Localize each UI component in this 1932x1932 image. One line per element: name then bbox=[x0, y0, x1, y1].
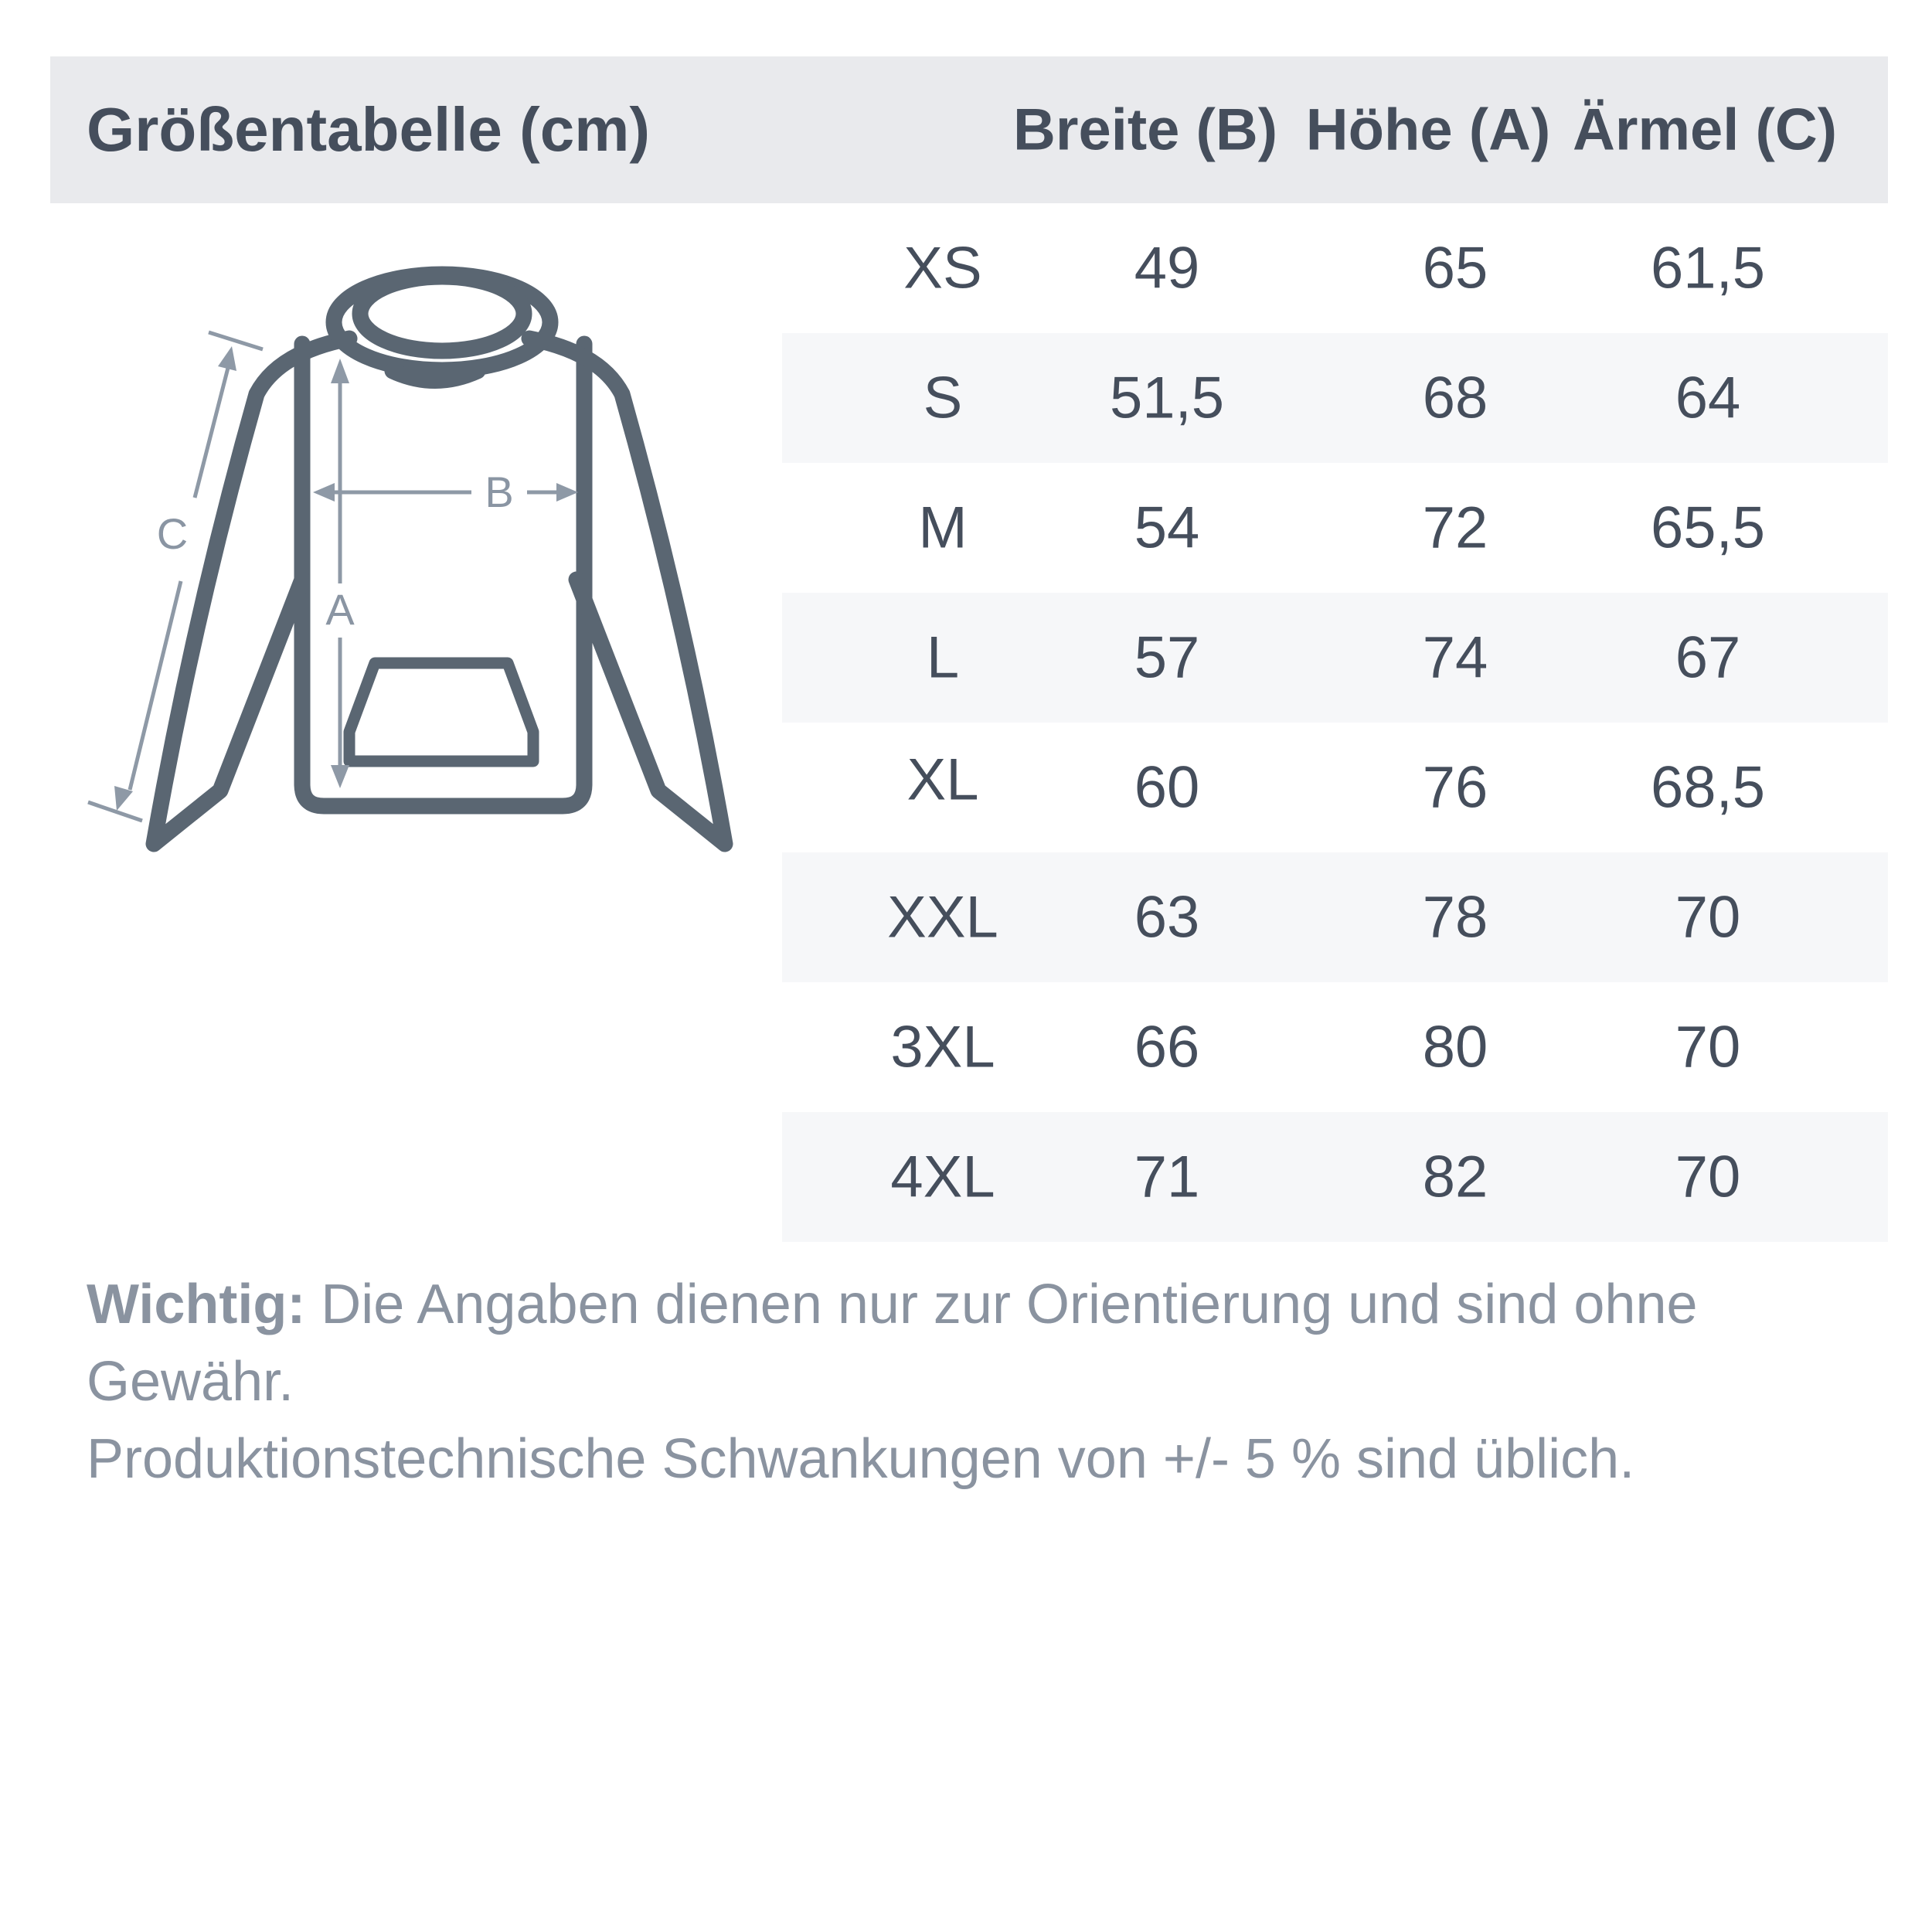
aermel-cell: 64 bbox=[1675, 365, 1741, 431]
dimension-c-arrow-up bbox=[218, 346, 236, 371]
hoehe-cell: 65 bbox=[1422, 235, 1488, 301]
left-sleeve-outline bbox=[154, 338, 349, 844]
dimension-a-arrow-up bbox=[331, 359, 349, 383]
aermel-cell: 68,5 bbox=[1651, 754, 1765, 821]
disclaimer-line-2: Produktionstechnische Schwankungen von +/- 5 % sind üblich. bbox=[87, 1428, 1635, 1490]
dimension-label-a: A bbox=[325, 585, 355, 634]
dimension-b-arrow-right bbox=[556, 483, 578, 502]
aermel-cell: 67 bbox=[1675, 624, 1741, 691]
table-row bbox=[782, 852, 1888, 982]
table-row bbox=[782, 203, 1888, 333]
column-header-hoehe: Höhe (A) bbox=[1305, 97, 1551, 163]
dimension-label-c: C bbox=[156, 509, 189, 558]
size-cell: XXL bbox=[887, 884, 998, 951]
hoehe-cell: 82 bbox=[1422, 1144, 1488, 1210]
breite-cell: 54 bbox=[1134, 495, 1200, 561]
table-row bbox=[782, 593, 1888, 723]
breite-cell: 57 bbox=[1134, 624, 1200, 691]
table-header bbox=[50, 56, 1888, 203]
hoehe-cell: 74 bbox=[1422, 624, 1488, 691]
size-cell: XL bbox=[906, 747, 979, 813]
hoehe-cell: 78 bbox=[1422, 884, 1488, 951]
hoehe-cell: 76 bbox=[1422, 754, 1488, 821]
dimension-b-arrow-left bbox=[313, 483, 335, 502]
aermel-cell: 70 bbox=[1675, 884, 1741, 951]
disclaimer-note bbox=[87, 1266, 1879, 1498]
column-header-breite: Breite (B) bbox=[1012, 97, 1278, 163]
size-cell: L bbox=[926, 624, 960, 691]
breite-cell: 49 bbox=[1134, 235, 1200, 301]
hoehe-cell: 72 bbox=[1422, 495, 1488, 561]
dimension-a-arrow-down bbox=[331, 765, 349, 788]
disclaimer-line-1 bbox=[87, 1266, 1879, 1420]
table-row bbox=[782, 723, 1888, 852]
disclaimer-emphasis: Wichtig: bbox=[87, 1274, 306, 1335]
table-row bbox=[782, 463, 1888, 593]
aermel-cell: 61,5 bbox=[1651, 235, 1765, 301]
dimension-c-line-upper bbox=[195, 368, 228, 498]
table-row bbox=[782, 333, 1888, 463]
size-cell: 4XL bbox=[890, 1144, 995, 1210]
breite-cell: 51,5 bbox=[1110, 365, 1224, 431]
right-sleeve-outline bbox=[529, 338, 725, 844]
breite-cell: 71 bbox=[1134, 1144, 1200, 1210]
dimension-label-b: B bbox=[485, 468, 514, 516]
aermel-cell: 70 bbox=[1675, 1144, 1741, 1210]
hoodie-measurement-diagram bbox=[62, 216, 796, 873]
aermel-cell: 65,5 bbox=[1651, 495, 1765, 561]
hood-inner-ring bbox=[360, 277, 524, 351]
column-header-aermel: Ärmel (C) bbox=[1572, 97, 1838, 163]
table-row bbox=[782, 982, 1888, 1112]
breite-cell: 60 bbox=[1134, 754, 1200, 821]
size-cell: XS bbox=[903, 235, 982, 301]
page-title: Größentabelle (cm) bbox=[87, 95, 651, 164]
dimension-c-end-tick-top bbox=[209, 332, 263, 349]
aermel-cell: 70 bbox=[1675, 1014, 1741, 1080]
dimension-c-end-tick-bottom bbox=[88, 802, 142, 821]
hoehe-cell: 80 bbox=[1422, 1014, 1488, 1080]
size-cell: S bbox=[923, 365, 963, 431]
disclaimer-line-1-text: Die Angaben dienen nur zur Orientierung und sind ohne Gewähr. bbox=[87, 1274, 1698, 1413]
size-cell: 3XL bbox=[890, 1014, 995, 1080]
breite-cell: 63 bbox=[1134, 884, 1200, 951]
pocket-outline bbox=[349, 663, 533, 761]
breite-cell: 66 bbox=[1134, 1014, 1200, 1080]
size-cell: M bbox=[918, 495, 968, 561]
hoehe-cell: 68 bbox=[1422, 365, 1488, 431]
table-row bbox=[782, 1112, 1888, 1242]
